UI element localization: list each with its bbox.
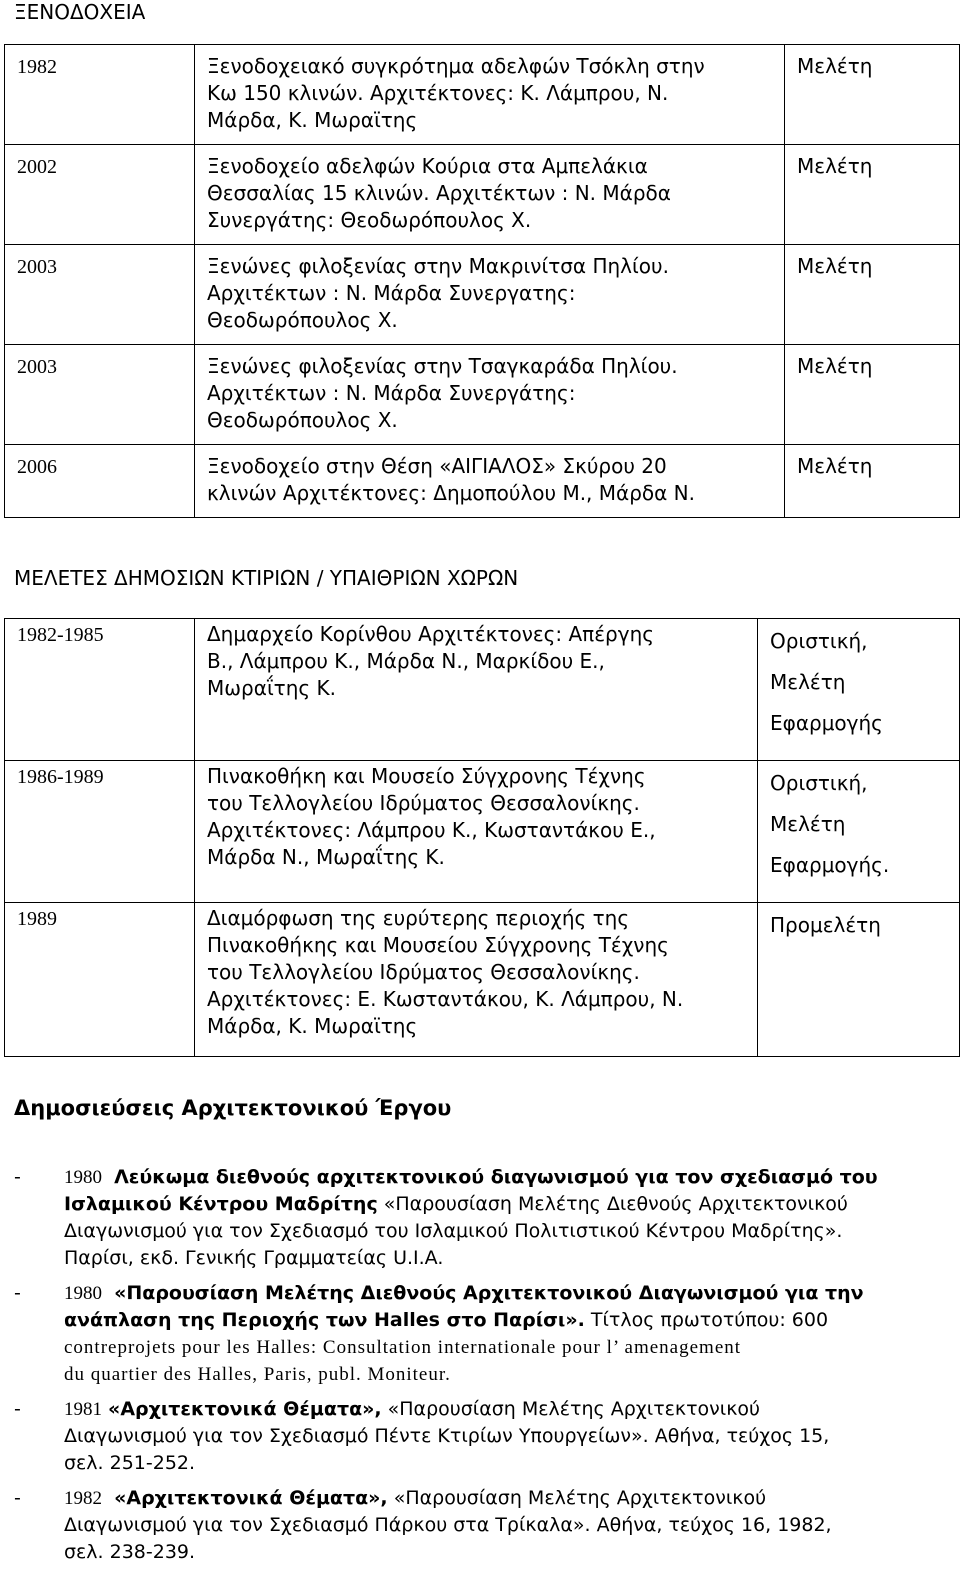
year-text: 2003 [17, 256, 57, 278]
status-text: Οριστική, [770, 629, 868, 653]
publication-text-line: σελ. 238-239. [64, 1541, 196, 1563]
status-text: Μελέτη [797, 154, 873, 178]
list-dash: - [14, 1487, 21, 1509]
description-cell [195, 445, 785, 518]
publication-item [14, 1280, 944, 1388]
year-text: 1986-1989 [17, 766, 104, 788]
year-cell [5, 445, 195, 518]
description-line: Ξενοδοχειακό συγκρότημα αδελφών Τσόκλη στην [207, 54, 705, 78]
publication-year: 1980 [64, 1167, 102, 1188]
publication-year: 1982 [64, 1488, 102, 1509]
status-text: Μελέτη [797, 54, 873, 78]
public-buildings-table [4, 618, 960, 1057]
publication-bold-title-cont: ανάπλαση της Περιοχής των Halles στο Παρίσι». [64, 1309, 585, 1331]
description-line: Ξενώνες φιλοξενίας στην Μακρινίτσα Πηλίου. [207, 254, 669, 278]
status-cell [758, 619, 960, 761]
list-dash: - [14, 1282, 21, 1304]
year-text: 2003 [17, 356, 57, 378]
description-line: Μωραΐτης Κ. [207, 676, 336, 700]
status-text: Οριστική, [770, 771, 868, 795]
hotels-table [4, 44, 960, 518]
publication-text: Τίτλος πρωτοτύπου: 600 [584, 1309, 829, 1331]
status-cell [785, 145, 960, 245]
publication-item [14, 1164, 944, 1272]
status-text: Εφαρμογής [770, 711, 883, 735]
table-row [5, 903, 960, 1057]
publications-list [14, 1164, 944, 1574]
description-line: Κω 150 κλινών. Αρχιτέκτονες: Κ. Λάμπρου, Ν. [207, 81, 669, 105]
description-line: του Τελλογλείου Ιδρύματος Θεσσαλονίκης. [207, 791, 640, 815]
description-cell [195, 45, 785, 145]
year-cell [5, 145, 195, 245]
publication-text-line: contreprojets pour les Halles: Consultation internationale pour l’ amenagement [64, 1337, 742, 1358]
description-line: Θεοδωρόπουλος Χ. [207, 408, 398, 432]
status-text: Προμελέτη [770, 913, 881, 937]
publication-bold-title-cont: Ισλαμικού Κέντρου Μαδρίτης [64, 1193, 378, 1215]
year-cell [5, 245, 195, 345]
description-line: Μάρδα, Κ. Μωραϊτης [207, 108, 418, 132]
publication-bold-title: «Αρχιτεκτονικά Θέματα», [108, 1398, 382, 1420]
description-line: κλινών Αρχιτέκτονες: Δημοπούλου Μ., Μάρδα Ν. [207, 481, 695, 505]
year-text: 1989 [17, 908, 57, 930]
publication-bold-title: «Παρουσίαση Μελέτης Διεθνούς Αρχιτεκτονικού Διαγωνισμού για την [114, 1282, 864, 1304]
status-cell [758, 761, 960, 903]
list-dash: - [14, 1398, 21, 1420]
description-line: Μάρδα, Κ. Μωραϊτης [207, 1014, 418, 1038]
status-cell [785, 445, 960, 518]
description-line: Διαμόρφωση της ευρύτερης περιοχής της [207, 906, 630, 930]
description-line: Ξενοδοχείο αδελφών Κούρια στα Αμπελάκια [207, 154, 648, 178]
section-title-public-buildings: ΜΕΛΕΤΕΣ ΔΗΜΟΣΙΩΝ ΚΤΙΡΙΩΝ / ΥΠΑΙΘΡΙΩΝ ΧΩΡΩΝ [14, 566, 519, 590]
year-text: 2002 [17, 156, 57, 178]
description-line: Ξενοδοχείο στην Θέση «ΑΙΓΙΑΛΟΣ» Σκύρου 20 [207, 454, 667, 478]
publication-text-line: σελ. 251-252. [64, 1452, 196, 1474]
publication-year: 1980 [64, 1283, 102, 1304]
publication-bold-title: «Αρχιτεκτονικά Θέματα», [114, 1487, 388, 1509]
description-cell [195, 761, 758, 903]
year-cell [5, 903, 195, 1057]
description-line: Αρχιτέκτων : Ν. Μάρδα Συνεργατης: [207, 281, 576, 305]
year-cell [5, 345, 195, 445]
table-row [5, 45, 960, 145]
status-text: Μελέτη [797, 254, 873, 278]
publication-text-line: du quartier des Halles, Paris, publ. Moniteur. [64, 1364, 451, 1385]
status-text: Μελέτη [770, 670, 846, 694]
status-text: Εφαρμογής. [770, 853, 890, 877]
description-line: Θεοδωρόπουλος Χ. [207, 308, 398, 332]
table-row [5, 145, 960, 245]
table-row [5, 345, 960, 445]
year-text: 2006 [17, 456, 57, 478]
description-line: Μάρδα Ν., Μωραΐτης Κ. [207, 845, 445, 869]
status-text: Μελέτη [797, 354, 873, 378]
section-title-publications: Δημοσιεύσεις Αρχιτεκτονικού Έργου [14, 1096, 452, 1120]
publication-text-line: Διαγωνισμού για τον Σχεδιασμό Πέντε Κτιρίων Υπουργείων». Αθήνα, τεύχος 15, [64, 1425, 830, 1447]
description-line: Β., Λάμπρου Κ., Μάρδα Ν., Μαρκίδου Ε., [207, 649, 605, 673]
status-text: Μελέτη [797, 454, 873, 478]
description-line: Αρχιτέκτων : Ν. Μάρδα Συνεργάτης: [207, 381, 576, 405]
description-line: Δημαρχείο Κορίνθου Αρχιτέκτονες: Απέργης [207, 622, 654, 646]
publication-text-line: Παρίσι, εκδ. Γενικής Γραμματείας U.I.A. [64, 1247, 444, 1269]
description-line: Πινακοθήκης και Μουσείου Σύγχρονης Τέχνης [207, 933, 669, 957]
year-cell [5, 761, 195, 903]
description-line: Συνεργάτης: Θεοδωρόπουλος Χ. [207, 208, 532, 232]
description-cell [195, 345, 785, 445]
description-cell [195, 145, 785, 245]
description-line: Πινακοθήκη και Μουσείο Σύγχρονης Τέχνης [207, 764, 646, 788]
table-row [5, 761, 960, 903]
description-line: Ξενώνες φιλοξενίας στην Τσαγκαράδα Πηλίου. [207, 354, 678, 378]
description-cell [195, 903, 758, 1057]
publication-text: «Παρουσίαση Μελέτης Αρχιτεκτονικού [381, 1398, 761, 1420]
publication-text-line: Διαγωνισμού για τον Σχεδιασμό του Ισλαμικού Πολιτιστικού Κέντρου Μαδρίτης». [64, 1220, 843, 1242]
publication-bold-title: Λεύκωμα διεθνούς αρχιτεκτονικού διαγωνισμού για τον σχεδιασμό του [114, 1166, 878, 1188]
status-cell [785, 345, 960, 445]
description-line: Αρχιτέκτονες: Λάμπρου Κ., Κωσταντάκου Ε., [207, 818, 656, 842]
list-dash: - [14, 1166, 21, 1188]
publication-item [14, 1396, 944, 1477]
year-text: 1982 [17, 56, 57, 78]
year-text: 1982-1985 [17, 624, 104, 646]
description-line: Αρχιτέκτονες: Ε. Κωσταντάκου, Κ. Λάμπρου, Ν. [207, 987, 684, 1011]
description-line: του Τελλογλείου Ιδρύματος Θεσσαλονίκης. [207, 960, 640, 984]
section-title-hotels: ΞΕΝΟΔΟΧΕΙΑ [14, 0, 146, 24]
publication-text: «Παρουσίαση Μελέτης Αρχιτεκτονικού [387, 1487, 767, 1509]
publication-year: 1981 [64, 1399, 102, 1420]
status-cell [785, 45, 960, 145]
status-text: Μελέτη [770, 812, 846, 836]
table-row [5, 245, 960, 345]
year-cell [5, 45, 195, 145]
publication-text-line: Διαγωνισμού για τον Σχεδιασμό Πάρκου στα Τρίκαλα». Αθήνα, τεύχος 16, 1982, [64, 1514, 832, 1536]
status-cell [758, 903, 960, 1057]
publication-item [14, 1485, 944, 1566]
publication-text: «Παρουσίαση Μελέτης Διεθνούς Αρχιτεκτονικού [377, 1193, 848, 1215]
year-cell [5, 619, 195, 761]
description-line: Θεσσαλίας 15 κλινών. Αρχιτέκτων : Ν. Μάρδα [207, 181, 671, 205]
description-cell [195, 245, 785, 345]
status-cell [785, 245, 960, 345]
description-cell [195, 619, 758, 761]
table-row [5, 445, 960, 518]
table-row [5, 619, 960, 761]
